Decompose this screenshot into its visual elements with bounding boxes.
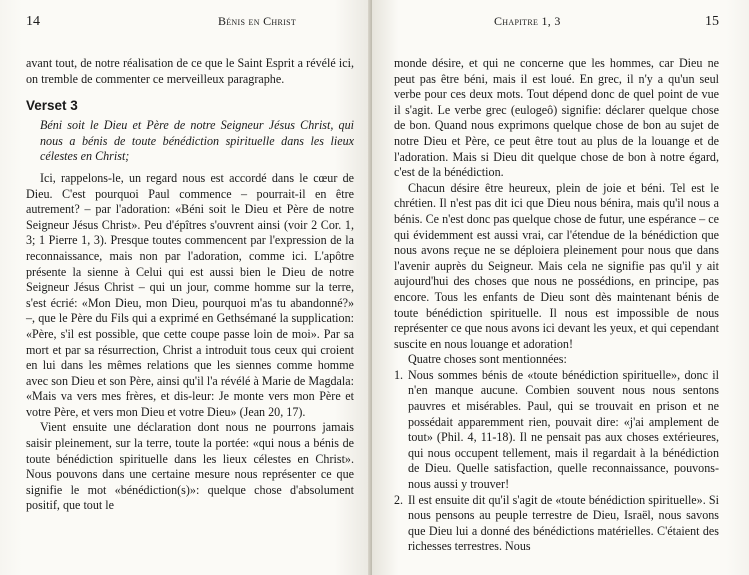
paragraph: Quatre choses sont mentionnées: [408, 352, 567, 367]
list-item-text: Nous sommes bénis de «toute bénédiction spirituelle», donc il n'en manque aucune. Combien souvent nous nous sentons pauvres et misérables. Paul, qui se trouvait en prison et ne possédait apparemment rien, pouvait dire: «j'ai amplement de tout» (Phil. 4, 11-18). Il ne pensait pas aux choses extérieures, qui nous occupent tellement, mais il regardait à la bénédiction de Dieu. Quelle satisfaction, quelle reconnaissance, pouvons-nous aussi y trouver! [408, 367, 719, 492]
left-page-header [26, 14, 354, 36]
list-item [394, 368, 719, 493]
list-item-number: 2. [394, 492, 404, 507]
section-heading: Verset 3 [26, 98, 78, 114]
paragraph: Vient ensuite une déclaration dont nous ne pourrons jamais saisir pleinement, sur la terre, toute la portée: «qui nous a bénis de toute bénédiction spirituelle dans les lieux célestes en Christ». Nous pouvons dans une certaine mesure nous représenter ce que signifie le mot «bénédiction(s)»: quelque chose d'absolument positif, que tout le [26, 420, 354, 513]
paragraph: avant tout, de notre réalisation de ce que le Saint Esprit a révélé ici, on tremble de commenter ce merveilleux paragraphe. [26, 56, 354, 86]
running-title: Chapitre 1, 3 [494, 14, 561, 28]
paragraph: Ici, rappelons-le, un regard nous est accordé dans le cœur de Dieu. C'est pourquoi Paul commence – pourrait-il en être autrement? – par l'adoration: «Béni soit le Dieu et Père de notre Seigneur Jésus Christ». Peu d'épîtres s'ouvrent ainsi (voir 2 Cor. 1, 3; 1 Pierre 1, 3). Presque toutes commencent par l'expression de la reconnaissance, mais non par l'adoration, comme ici. L'apôtre présente la sienne à Celui qui est aussi bien le Dieu de notre Seigneur Jésus Christ – qui un jour, comme homme sur la terre, s'est écrié: «Mon Dieu, mon Dieu, pourquoi m'as tu abandonné?» –, que le Père du Fils qui a exprimé en Gethsémané la supplication: «Père, s'il est possible, que cette coupe passe loin de moi». Par sa mort et par sa résurrection, Christ a introduit tous ceux qui croient en lui dans les mêmes relations que les siennes comme homme avec son Dieu et son Père, ainsi qu'il l'a révélé à Marie de Magdala: «Mais va vers mes frères, et dis-leur: Je monte vers mon Père et votre Père, et vers mon Dieu et votre Dieu» (Jean 20, 17). [26, 170, 354, 419]
list-item-text: Il est ensuite dit qu'il s'agit de «toute bénédiction spirituelle». Si nous pensons au peuple terrestre de Dieu, Israël, nous savons que Dieu lui a donné des bénédictions matérielles. C'étaient des richesses terrestres. Nous [408, 492, 719, 554]
page-number: 15 [705, 14, 719, 29]
right-page [372, 0, 749, 575]
list-item [394, 493, 719, 555]
right-page-header [394, 14, 719, 36]
page-number: 14 [26, 14, 40, 29]
left-page [0, 0, 372, 575]
numbered-list [394, 368, 719, 555]
list-item-number: 1. [394, 367, 404, 382]
paragraph: monde désire, et qui ne concerne que les hommes, car Dieu ne peut pas être béni, mais il est loué. En grec, il n'y a qu'un seul verbe pour ces deux mots. Tout dépend donc de quel point de vue il s'agit. Le verbe grec (eulogeô) signifie: déclarer quelque chose de bon. Quand nous exprimons quelque chose de bon au sujet de notre Dieu et Père, ce peut être tout au plus de la louange et de l'adoration. Mais si Dieu dit quelque chose de bon à notre égard, c'est de la bénédiction. [394, 56, 719, 180]
paragraph: Chacun désire être heureux, plein de joie et béni. Tel est le chrétien. Il n'est pas dit ici que Dieu nous bénira, mais qu'il nous a bénis. Ce n'est donc pas quelque chose de futur, une espérance – ce qui évidemment est aussi vrai, car l'étendue de la bénédiction que nous avons reçue ne se déploiera pleinement pour nous que dans l'avenir auprès du Seigneur. Mais cela ne signifie pas qu'il y ait aujourd'hui des choses que nous ne possédions, en principe, pas encore. Tous les enfants de Dieu sont dès maintenant bénis de toute bénédiction spirituelle. Il nous est impossible de nous représenter ce que nous avons ici devant les yeux, et qui cependant suscite en nous louange et adoration! [394, 180, 719, 351]
running-title: Bénis en Christ [217, 14, 296, 28]
scripture-quote: Béni soit le Dieu et Père de notre Seigneur Jésus Christ, qui nous a bénis de toute bénédiction spirituelle dans les lieux célestes en Christ; [40, 118, 354, 164]
